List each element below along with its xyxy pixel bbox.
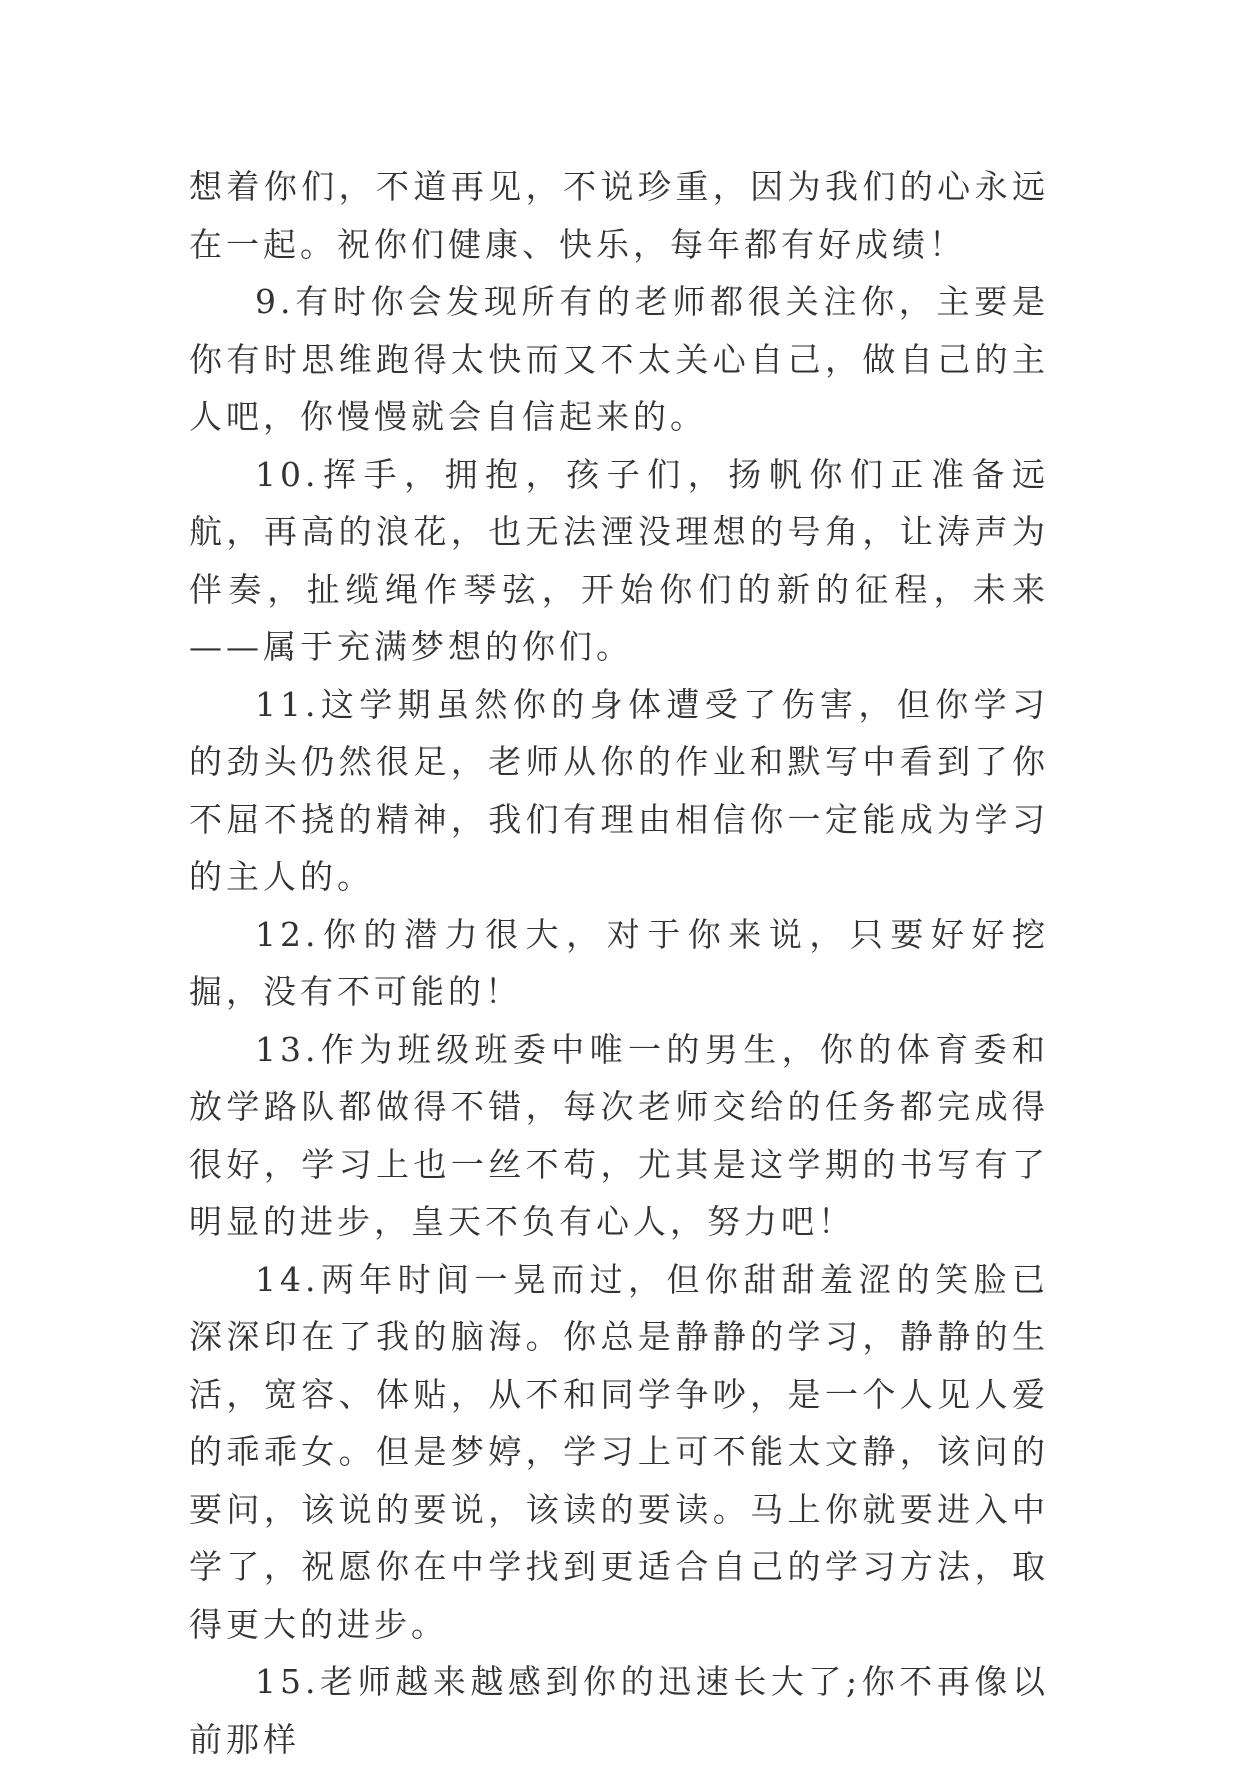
paragraph-continuation: 想着你们，不道再见，不说珍重，因为我们的心永远在一起。祝你们健康、快乐，每年都有好成绩！	[189, 167, 1049, 264]
paragraph-item-11: 11.这学期虽然你的身体遭受了伤害，但你学习的劲头仍然很足，老师从你的作业和默写中看到了你不屈不挠的精神，我们有理由相信你一定能成为学习的主人的。	[189, 684, 1049, 896]
paragraph-item-13: 13.作为班级班委中唯一的男生，你的体育委和放学路队都做得不错，每次老师交给的任务都完成得很好，学习上也一丝不苟，尤其是这学期的书写有了明显的进步，皇天不负有心人，努力吧！	[189, 1029, 1049, 1241]
paragraph-item-15: 15.老师越来越感到你的迅速长大了;你不再像以前那样	[189, 1662, 1049, 1759]
document-body	[189, 158, 1049, 1768]
paragraph-item-9: 9.有时你会发现所有的老师都很关注你，主要是你有时思维跑得太快而又不太关心自己，做自己的主人吧，你慢慢就会自信起来的。	[189, 282, 1049, 436]
paragraph-item-14: 14.两年时间一晃而过，但你甜甜羞涩的笑脸已深深印在了我的脑海。你总是静静的学习，静静的生活，宽容、体贴，从不和同学争吵，是一个人见人爱的乖乖女。但是梦婷，学习上可不能太文静，该问的要问，该说的要说，该读的要读。马上你就要进入中学了，祝愿你在中学找到更适合自己的学习方法，取得更大的进步。	[189, 1259, 1049, 1644]
paragraph-item-12: 12.你的潜力很大，对于你来说，只要好好挖掘，没有不可能的！	[189, 914, 1049, 1011]
paragraph-item-10: 10.挥手，拥抱，孩子们，扬帆你们正准备远航，再高的浪花，也无法湮没理想的号角，让涛声为伴奏，扯缆绳作琴弦，开始你们的新的征程，未来——属于充满梦想的你们。	[189, 454, 1049, 666]
